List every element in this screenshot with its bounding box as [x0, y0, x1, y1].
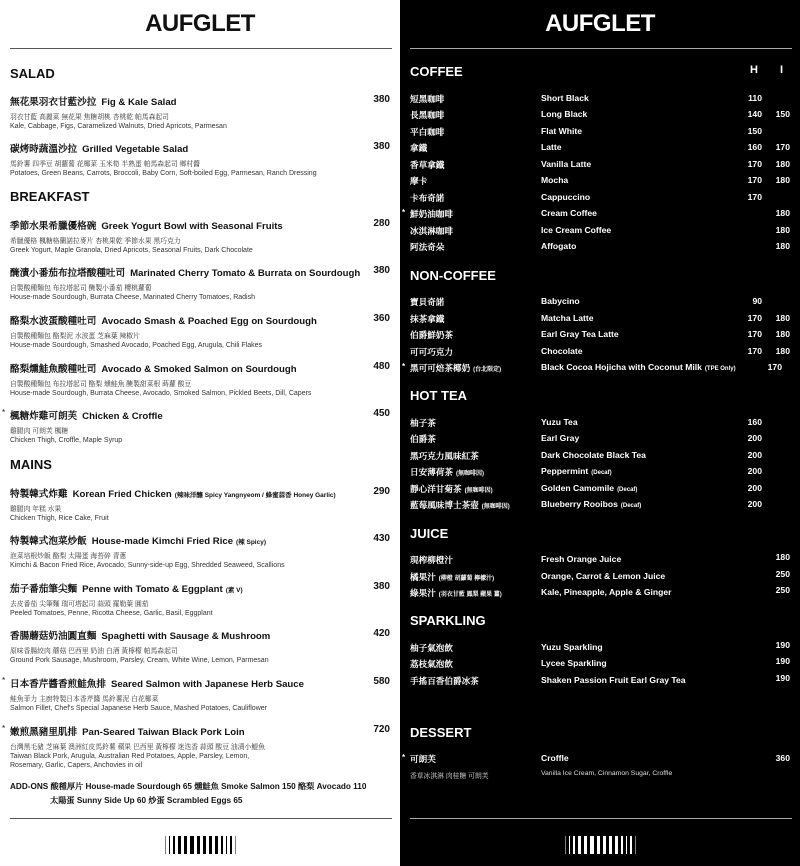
drink-note-zh: (台北限定)	[473, 367, 502, 373]
column-header-hot: H	[750, 64, 758, 76]
price-iced: 170	[767, 362, 782, 372]
item-note: (辣 Spicy)	[236, 539, 267, 546]
item-desc-en: House-made Sourdough, Burrata Cheese, Avocado, Smoked Salmon, Pickled Beets, Dill, Capers	[10, 390, 312, 397]
item-name-zh: 醃漬小番茄布拉塔酸種吐司	[10, 268, 126, 279]
drink-name-zh: 靜心洋甘菊茶	[410, 484, 462, 494]
item-name-en: Greek Yogurt Bowl with Seasonal Fruits	[101, 221, 283, 232]
price-hot: 200	[747, 483, 762, 493]
item-name-zh: 酪梨燻鮭魚酸種吐司	[10, 364, 97, 375]
drink-row	[410, 142, 790, 156]
drink-row	[410, 296, 790, 310]
drink-note-zh: (無咖啡因)	[455, 471, 484, 477]
item-name-zh: 香腸蘑菇奶油圓直麵	[10, 631, 97, 642]
drink-name-zh: 現榨柳橙汁	[410, 555, 453, 565]
drink-row	[410, 675, 790, 689]
divider	[10, 48, 392, 49]
drink-note-zh: (無咖啡因)	[481, 504, 510, 510]
drink-row	[410, 483, 790, 497]
item-name-zh: 嫩煎黑豬里肌排	[10, 727, 78, 738]
item-price: 430	[373, 533, 390, 544]
item-name-zh: 碳烤時蔬溫沙拉	[10, 144, 78, 155]
item-desc-zh: 泡菜培根炒飯 酪梨 太陽蛋 海苔碎 青蔥	[10, 553, 127, 560]
item-desc-zh: 羽衣甘藍 高麗菜 無花果 焦糖胡桃 杏桃乾 帕馬森起司	[10, 114, 169, 121]
column-header-iced: I	[780, 64, 784, 76]
price-hot: 90	[752, 296, 762, 306]
price: 180	[775, 552, 790, 562]
price-hot: 170	[747, 346, 762, 356]
drink-name-zh: 柚子茶	[410, 418, 436, 428]
item-desc-en: Chicken Thigh, Rice Cake, Fruit	[10, 515, 109, 522]
price-iced: 180	[775, 346, 790, 356]
drink-row	[410, 587, 790, 601]
item-desc-en: Ground Pork Sausage, Mushroom, Parsley, Cream, White Wine, Lemon, Parmesan	[10, 657, 269, 664]
price-iced: 170	[775, 142, 790, 152]
drink-row	[410, 175, 790, 189]
item-name-zh: 無花果羽衣甘藍沙拉	[10, 97, 97, 108]
drink-note-en: (Decaf)	[617, 487, 638, 493]
price-iced: 180	[775, 329, 790, 339]
drink-name-en: Short Black	[541, 93, 589, 103]
item-name-zh: 特製韓式泡菜炒飯	[10, 536, 87, 547]
drink-name-en: Cappuccino	[541, 192, 591, 202]
drink-name-en: Affogato	[541, 241, 577, 251]
item-name-zh: 酪梨水波蛋酸種吐司	[10, 316, 97, 327]
item-price: 720	[373, 724, 390, 735]
drink-name-en: Mocha	[541, 175, 569, 185]
item-desc-en: House-made Sourdough, Smashed Avocado, Poached Egg, Arugula, Chili Flakes	[10, 342, 263, 349]
price-iced: 180	[775, 225, 790, 235]
price: 190	[775, 640, 790, 650]
drink-name-en: Kale, Pineapple, Apple & Ginger	[541, 587, 672, 597]
drink-name-en: Yuzu Sparkling	[541, 642, 603, 652]
drink-row	[410, 554, 790, 568]
price-hot: 160	[747, 417, 762, 427]
drink-name-zh: 藍莓風味博士茶壺	[410, 500, 479, 510]
item-desc-en: Chicken Thigh, Croffle, Maple Syrup	[10, 437, 123, 444]
item-name-en: Penne with Tomato & Eggplant	[82, 584, 223, 595]
drink-note-zh: (無咖啡因)	[464, 488, 493, 494]
signature-star-icon: *	[402, 362, 406, 371]
item-desc-en: Peeled Tomatoes, Penne, Ricotta Cheese, Garlic, Basil, Eggplant	[10, 610, 213, 617]
item-desc-zh: 鮭魚菲力 主廚特製日本香芹醬 馬鈴薯泥 白花椰菜	[10, 696, 159, 703]
drink-name-en: Black Cocoa Hojicha with Coconut Milk	[541, 362, 702, 372]
drink-name-en: Earl Gray	[541, 433, 580, 443]
item-desc-zh: 雞腿肉 年糕 水果	[10, 506, 62, 513]
price-hot: 170	[747, 329, 762, 339]
brand-logo: AUFGLET	[545, 10, 655, 37]
menu-item	[10, 486, 390, 523]
drink-row	[410, 241, 790, 255]
signature-star-icon: *	[402, 208, 406, 217]
price-hot: 170	[747, 192, 762, 202]
addons-line-2: 太陽蛋 Sunny Side Up 60 炒蛋 Scrambled Eggs 65	[50, 796, 243, 805]
item-desc-en: Kale, Cabbage, Figs, Caramelized Walnuts, Dried Apricots, Parmesan	[10, 123, 227, 130]
item-price: 380	[373, 141, 390, 152]
menu-item	[10, 628, 390, 665]
drink-row	[410, 571, 790, 585]
item-desc-zh: 雞腿肉 可朗芙 楓糖	[10, 428, 69, 435]
drink-name-en: Flat White	[541, 126, 583, 136]
price-hot: 110	[748, 93, 762, 103]
drink-name-en: Vanilla Latte	[541, 159, 592, 169]
item-desc-en: House-made Sourdough, Burrata Cheese, Marinated Cherry Tomatoes, Radish	[10, 294, 255, 301]
drink-row	[410, 433, 790, 447]
drink-name-en: Golden Camomile	[541, 483, 615, 493]
signature-star-icon: *	[2, 408, 6, 417]
price: 360	[775, 753, 790, 763]
price: 250	[775, 569, 790, 579]
drink-row	[410, 225, 790, 239]
item-name-en: Avocado Smash & Poached Egg on Sourdough	[101, 316, 317, 327]
signature-star-icon: *	[2, 724, 6, 733]
addons-line-1: ADD-ONS 酸種厚片 House-made Sourdough 65 燻鮭魚 Smoke Salmon 150 酪梨 Avocado 110	[10, 782, 367, 791]
drink-name-en: Fresh Orange Juice	[541, 554, 622, 564]
drink-note-en: (TPE Only)	[704, 366, 736, 372]
dessert-desc	[410, 770, 790, 780]
dessert-name-en: Croffle	[541, 753, 569, 763]
drink-name-en: Long Black	[541, 109, 588, 119]
price-hot: 200	[747, 433, 762, 443]
section-title-juice: JUICE	[410, 526, 449, 541]
menu-item	[10, 94, 390, 131]
section-title-noncoffee: NON-COFFEE	[410, 268, 496, 283]
price-iced: 180	[775, 313, 790, 323]
drink-name-en: Lycee Sparkling	[541, 658, 607, 668]
drink-name-zh: 綠果汁	[410, 588, 436, 598]
item-desc-en: Salmon Fillet, Chef's Special Japanese Herb Sauce, Mashed Potatoes, Cauliflower	[10, 705, 267, 712]
item-name-en: Chicken & Croffle	[82, 411, 163, 422]
menu-item	[10, 265, 390, 302]
menu-item	[10, 361, 390, 398]
price-hot: 150	[747, 126, 762, 136]
price-iced: 180	[775, 175, 790, 185]
item-price: 280	[373, 218, 390, 229]
item-name-en: Pan-Seared Taiwan Black Pork Loin	[82, 727, 245, 738]
item-desc-zh: 原味香腸絞肉 蘑菇 巴西里 奶油 白酒 黃檸檬 帕馬森起司	[10, 648, 178, 655]
drink-name-zh: 日安薄荷茶	[410, 467, 453, 477]
price-hot: 200	[747, 450, 762, 460]
price: 190	[775, 673, 790, 683]
item-name-en: Grilled Vegetable Salad	[82, 144, 189, 155]
drink-note-zh: (羽衣甘藍 鳳梨 蘋果 薑)	[438, 592, 502, 598]
price-hot: 160	[747, 142, 762, 152]
drink-row	[410, 192, 790, 206]
item-price: 450	[373, 408, 390, 419]
item-price: 360	[373, 313, 390, 324]
price-iced: 180	[775, 208, 790, 218]
section-title-salad: SALAD	[10, 66, 55, 81]
item-price: 290	[373, 486, 390, 497]
price-iced: 150	[775, 109, 790, 119]
drink-name-en: Shaken Passion Fruit Earl Gray Tea	[541, 675, 686, 685]
price-hot: 170	[747, 313, 762, 323]
drink-name-zh: 香草拿鐵	[410, 160, 445, 170]
drink-row	[410, 159, 790, 173]
drink-row	[402, 208, 790, 222]
drink-name-zh: 卡布奇諾	[410, 193, 445, 203]
item-price: 380	[373, 94, 390, 105]
drink-row	[410, 499, 790, 513]
section-title-sparkling: SPARKLING	[410, 613, 486, 628]
drink-row	[410, 109, 790, 123]
price-hot: 170	[747, 175, 762, 185]
drink-name-en: Orange, Carrot & Lemon Juice	[541, 571, 666, 581]
price-hot: 140	[747, 109, 762, 119]
item-desc-zh: 自製酸種麵包 布拉塔起司 醃製小番茄 櫻桃蘿蔔	[10, 285, 152, 292]
drink-name-en: Dark Chocolate Black Tea	[541, 450, 646, 460]
section-title-coffee: COFFEE	[410, 64, 463, 79]
drink-row	[410, 329, 790, 343]
section-title-breakfast: BREAKFAST	[10, 189, 90, 204]
price-hot: 170	[747, 159, 762, 169]
drink-name-zh: 可可巧克力	[410, 347, 453, 357]
item-desc-zh: 希臘優格 楓糖格蘭諾拉麥片 杏桃果乾 季節水果 黑巧克力	[10, 238, 181, 245]
item-price: 420	[373, 628, 390, 639]
menu-item	[10, 581, 390, 618]
drink-name-zh: 短黑咖啡	[410, 94, 445, 104]
drink-row	[402, 753, 790, 767]
drink-name-zh: 冰淇淋咖啡	[410, 226, 453, 236]
item-name-en: Spaghetti with Sausage & Mushroom	[101, 631, 271, 642]
price: 250	[775, 585, 790, 595]
drink-name-zh: 黑可可焙茶椰奶	[410, 363, 471, 373]
item-desc-zh: 自製酸種麵包 酪梨泥 水波蛋 芝麻葉 辣椒片	[10, 333, 140, 340]
item-price: 380	[373, 581, 390, 592]
item-desc-en-cont: Rosemary, Garlic, Capers, Anchovies in oil	[10, 762, 143, 770]
drink-name-zh: 手搖百香伯爵冰茶	[410, 676, 479, 686]
price: 190	[775, 656, 790, 666]
addons	[10, 780, 366, 808]
menu-item	[2, 724, 390, 771]
item-name-en: Marinated Cherry Tomato & Burrata on Sourdough	[130, 268, 361, 279]
item-price: 480	[373, 361, 390, 372]
drink-row	[410, 658, 790, 672]
barcode-graphic	[400, 834, 800, 854]
barcode-graphic	[0, 834, 400, 854]
menu-item	[10, 141, 390, 178]
drink-row	[410, 346, 790, 360]
signature-star-icon: *	[2, 676, 6, 685]
item-name-en: Avocado & Smoked Salmon on Sourdough	[101, 364, 297, 375]
drink-row	[410, 466, 790, 480]
section-title-mains: MAINS	[10, 457, 52, 472]
dessert-name-zh: 可朗芙	[410, 754, 436, 764]
price-iced: 180	[775, 159, 790, 169]
item-desc-zh: 自製酸種麵包 布拉塔起司 酪梨 燻鮭魚 醃製甜菜根 蒔蘿 酸豆	[10, 381, 192, 388]
dessert-desc-zh: 香草冰淇淋 肉桂糖 可朗芙	[410, 773, 489, 780]
drink-name-en: Chocolate	[541, 346, 583, 356]
item-name-en: Seared Salmon with Japanese Herb Sauce	[110, 679, 304, 690]
item-desc-en: Taiwan Black Pork, Arugula, Australian Red Potatoes, Apple, Parsley, Lemon,	[10, 753, 250, 760]
menu-item	[10, 533, 390, 570]
drink-note-zh: (柳橙 胡蘿蔔 檸檬汁)	[438, 576, 495, 582]
divider	[410, 818, 792, 819]
drink-name-zh: 寶貝奇諾	[410, 297, 445, 307]
item-price: 380	[373, 265, 390, 276]
item-desc-en: Greek Yogurt, Maple Granola, Dried Apricots, Seasonal Fruits, Dark Chocolate	[10, 247, 253, 254]
item-name-en: House-made Kimchi Fried Rice	[91, 536, 234, 547]
menu-item	[2, 676, 390, 713]
drink-name-zh: 柚子氣泡飲	[410, 643, 453, 653]
drinks-menu-panel	[400, 0, 800, 866]
divider	[410, 48, 792, 49]
item-desc-zh: 馬鈴薯 四季豆 胡蘿蔔 花椰菜 玉米筍 半熟蛋 帕馬森起司 鄉村醬	[10, 161, 200, 168]
drink-name-en: Cream Coffee	[541, 208, 597, 218]
item-price: 580	[373, 676, 390, 687]
drink-name-en: Blueberry Rooibos	[541, 499, 618, 509]
drink-name-en: Ice Cream Coffee	[541, 225, 612, 235]
item-name-en: Fig & Kale Salad	[101, 97, 177, 108]
item-desc-en: Kimchi & Bacon Fried Rice, Avocado, Sunny-side-up Egg, Shredded Seaweed, Scallions	[10, 562, 285, 569]
price-iced: 180	[775, 241, 790, 251]
drink-row	[410, 126, 790, 140]
item-name-zh: 楓糖炸雞可朗芙	[10, 411, 78, 422]
item-name-zh: 特製韓式炸雞	[10, 489, 68, 500]
drink-row	[402, 362, 790, 376]
divider	[10, 818, 392, 819]
drink-name-zh: 平白咖啡	[410, 127, 445, 137]
drink-note-en: (Decaf)	[591, 470, 612, 476]
section-title-dessert: DESSERT	[410, 725, 472, 740]
brand-logo: AUFGLET	[145, 10, 255, 37]
drink-name-zh: 阿法奇朵	[410, 242, 445, 252]
drink-name-en: Peppermint	[541, 466, 589, 476]
drink-name-en: Matcha Latte	[541, 313, 594, 323]
drink-name-en: Babycino	[541, 296, 580, 306]
price-hot: 200	[747, 466, 762, 476]
drink-name-zh: 長黑咖啡	[410, 110, 445, 120]
menu-item	[10, 313, 390, 350]
item-name-zh: 茄子番茄筆尖麵	[10, 584, 78, 595]
price-hot: 200	[747, 499, 762, 509]
drink-name-en: Yuzu Tea	[541, 417, 578, 427]
item-note: (辣味洋釀 Spicy Yangnyeom / 蜂蜜蒜香 Honey Garlic)	[174, 492, 336, 499]
item-desc-zh: 去皮番茄 尖筆麵 瑞可塔起司 蒜頭 羅勒葉 圓茄	[10, 601, 149, 608]
item-name-en: Korean Fried Chicken	[72, 489, 172, 500]
item-note: (素 V)	[225, 587, 243, 594]
drink-note-en: (Decaf)	[620, 503, 642, 509]
section-title-hottea: HOT TEA	[410, 388, 468, 403]
signature-star-icon: *	[402, 753, 406, 762]
drink-row	[410, 642, 790, 656]
drink-name-zh: 摩卡	[410, 176, 428, 186]
drink-name-zh: 鮮奶油咖啡	[410, 209, 453, 219]
item-name-zh: 季節水果希臘優格碗	[10, 221, 97, 232]
drink-row	[410, 93, 790, 107]
drink-name-zh: 伯爵茶	[410, 434, 436, 444]
drink-name-zh: 伯爵鮮奶茶	[410, 330, 453, 340]
item-name-zh: 日本香芹醬香煎鮭魚排	[10, 679, 106, 690]
drink-name-zh: 抹茶拿鐵	[410, 314, 445, 324]
drink-name-zh: 橘果汁	[410, 572, 436, 582]
drink-row	[410, 313, 790, 327]
menu-item	[2, 408, 390, 445]
item-desc-zh: 台灣黑毛豬 芝麻葉 澳洲紅皮馬鈴薯 蘋果 巴西里 黃檸檬 迷迭香 蒜頭 酸豆 油漬小鯷魚	[10, 744, 265, 751]
drink-name-en: Earl Gray Tea Latte	[541, 329, 619, 339]
dessert-desc-en: Vanilla Ice Cream, Cinnamon Sugar, Croffle	[541, 770, 673, 777]
drink-name-zh: 荔枝氣泡飲	[410, 659, 453, 669]
menu-item	[10, 218, 390, 255]
drink-row	[410, 450, 790, 464]
drink-name-zh: 拿鐵	[410, 143, 428, 153]
drink-name-zh: 黑巧克力風味紅茶	[410, 451, 479, 461]
drink-name-en: Latte	[541, 142, 562, 152]
item-desc-en: Potatoes, Green Beans, Carrots, Broccoli, Baby Corn, Soft-boiled Egg, Parmesan, Ranch Dressing	[10, 170, 317, 177]
drink-row	[410, 417, 790, 431]
